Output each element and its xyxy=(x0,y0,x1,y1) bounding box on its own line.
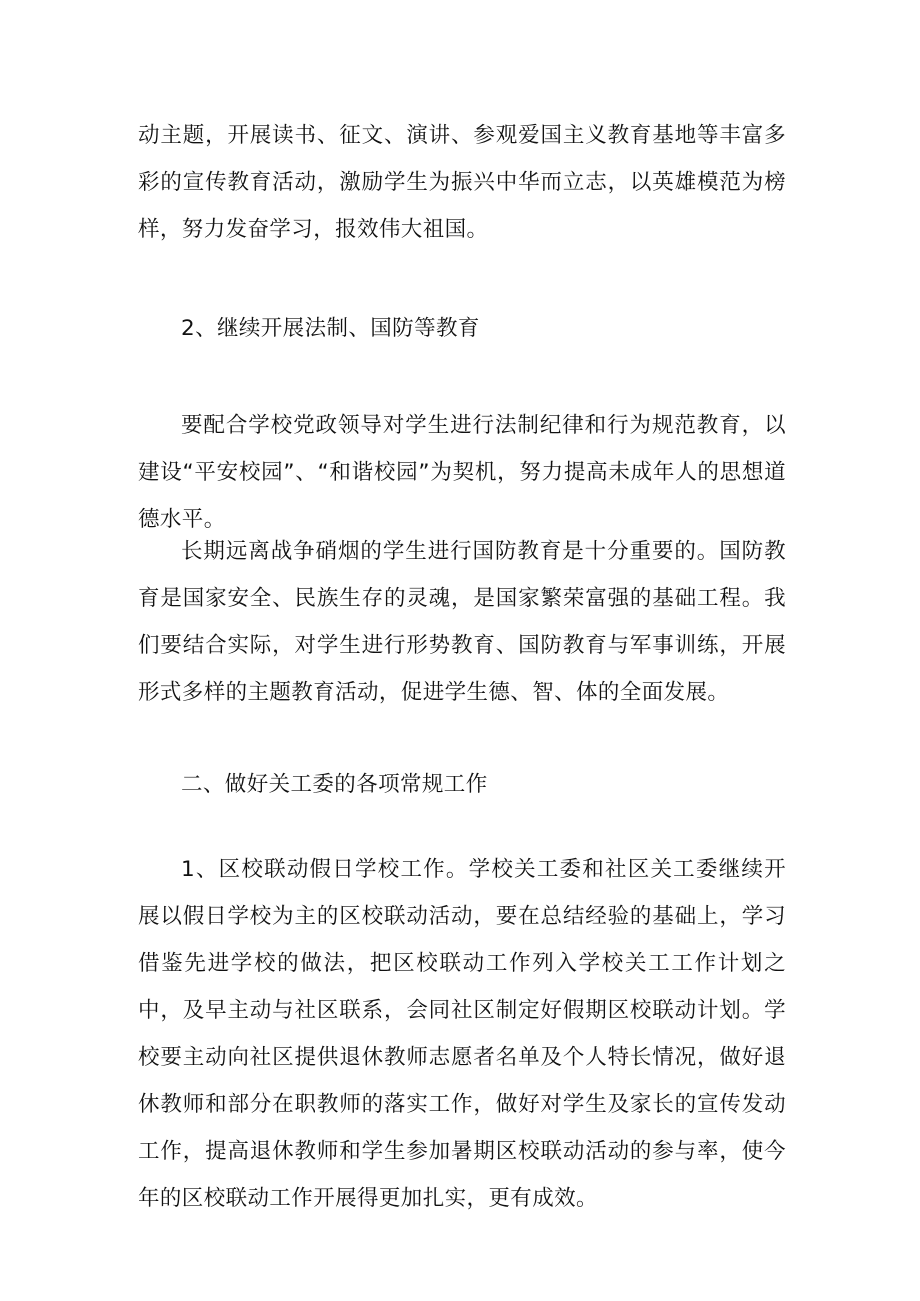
item-1-paragraph: 1、区校联动假日学校工作。学校关工委和社区关工委继续开展以假日学校为主的区校联动活动，要在总结经验的基础上，学习借鉴先进学校的做法，把区校联动工作列入学校关工工作计划之中，及早主动与社区联系，会同社区制定好假期区校联动计划。学校要主动向社区提供退休教师志愿者名单及个人特长情况，做好退休教师和部分在职教师的落实工作，做好对学生及家长的宣传发动工作，提高退休教师和学生参加暑期区校联动活动的参与率，使今年的区校联动工作开展得更加扎实，更有成效。 xyxy=(138,857,786,1211)
section-heading-2: 2、继续开展法制、国防等教育 xyxy=(181,316,480,341)
defense-education-paragraph: 长期远离战争硝烟的学生进行国防教育是十分重要的。国防教育是国家安全、民族生存的灵魂，是国家繁荣富强的基础工程。我们要结合实际，对学生进行形势教育、国防教育与军事训练，开展形式多样的主题教育活动，促进学生德、智、体的全面发展。 xyxy=(138,539,786,705)
legal-education-paragraph: 要配合学校党政领导对学生进行法制纪律和行为规范教育，以建设“平安校园”、“和谐校园”为契机，努力提高未成年人的思想道德水平。 xyxy=(138,413,786,532)
section-heading-two: 二、做好关工委的各项常规工作 xyxy=(181,772,488,797)
intro-paragraph: 动主题，开展读书、征文、演讲、参观爱国主义教育基地等丰富多彩的宣传教育活动，激励学生为振兴中华而立志，以英雄模范为榜样，努力发奋学习，报效伟大祖国。 xyxy=(138,123,786,242)
